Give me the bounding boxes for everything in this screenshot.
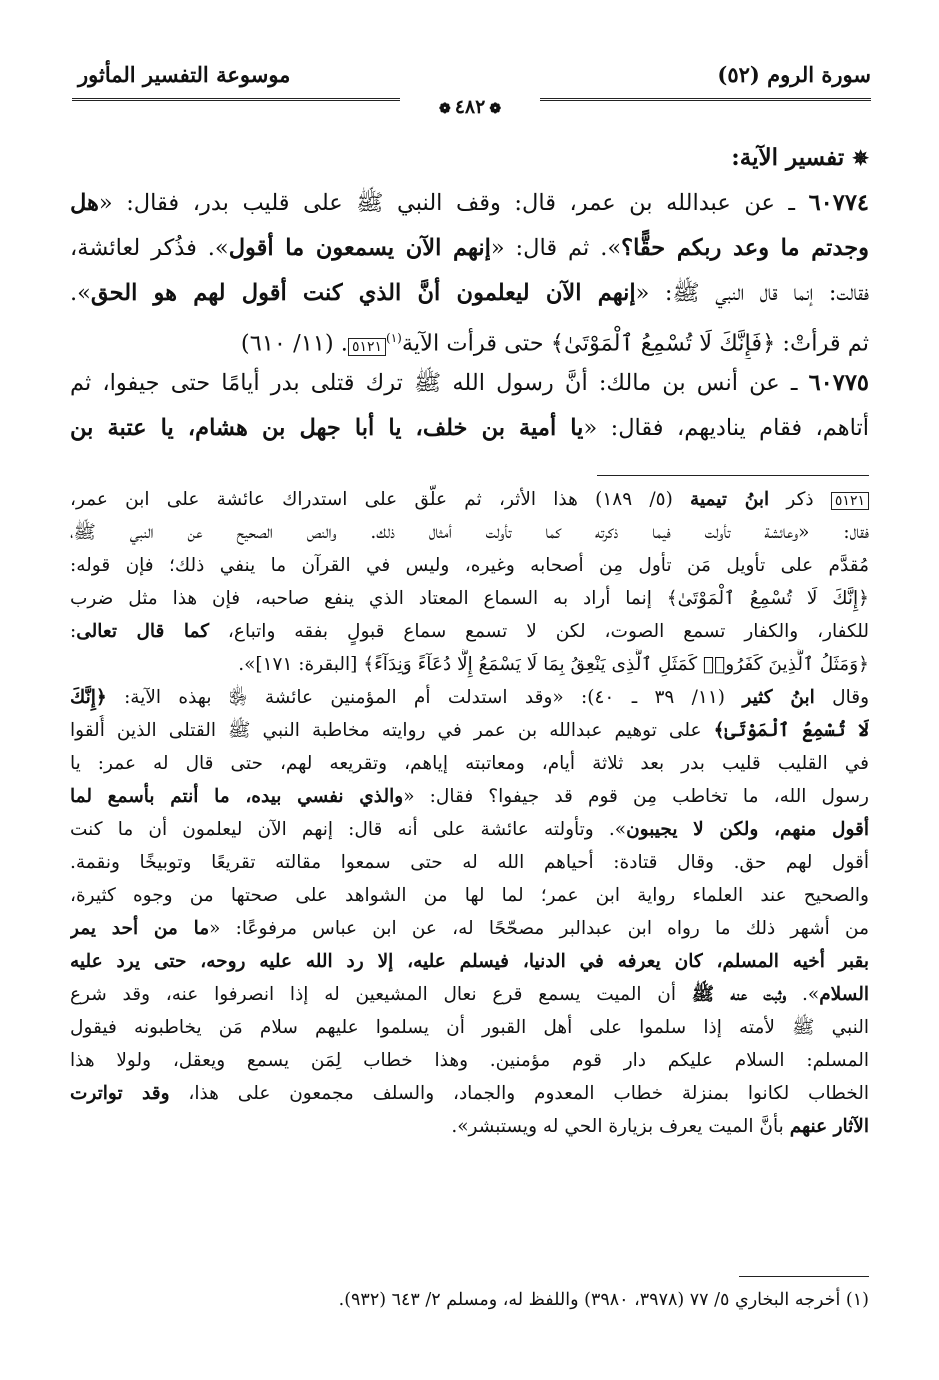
footnote-rule [739,1276,869,1277]
commentary-line: للكفار، والكفار تسمع الصوت، لكن لا تسمع سماع قبولٍ بفقه واتباع، كما قال تعالى: [70,621,869,642]
section-heading [731,144,869,171]
ornament-icon: ❁ [489,101,502,117]
main-text-line: وجدتم ما وعد ربكم حقًّا؟». ثم قال: «إنهم الآن يسمعون ما أقول». فذُكر لعائشة، [70,235,869,261]
main-text-line: ٦٠٧٧٥ ـ عن أنس بن مالك: أنَّ رسول الله ﷺ ترك قتلى بدر أيامًا حتى جيفوا، ثم [70,370,869,396]
commentary-line: وقال ابنُ كثير (١١/ ٣٩ ـ ٤٠): «وقد استدلت أم المؤمنين عائشة ﵂ بهذه الآية: ﴿إِنَّكَ [70,687,869,708]
page-number [400,96,540,118]
main-text-line: ثم قرأتْ: ﴿فَإِنَّكَ لَا تُسْمِعُ ٱلْمَوْتَىٰ﴾ حتى قرأت الآية$^{(١)}$٥١٢١. (١١/ ٦١٠) [240,330,869,357]
commentary-rule [597,475,869,476]
commentary-line: من أشهر ذلك ما رواه ابن عبدالبر مصحّحًا له، عن ابن عباس مرفوعًا: «ما من أحد يمر [70,918,869,939]
commentary-line: أقول منهم، ولكن لا يجيبون». وتأولته عائشة على أنه قال: إنهم الآن ليعلمون أن ما كنت [70,819,869,840]
star-icon: ✵ [852,146,869,170]
footnote: (١) أخرجه البخاري ٥/ ٧٧ (٣٩٧٨، ٣٩٨٠) واللفظ له، ومسلم ٢/ ٦٤٣ (٩٣٢). [338,1290,869,1310]
section-heading-text: تفسير الآية: [731,144,845,171]
commentary-line: مُقدَّم على تأويل مَن تأول مِن أصحابه وغيره، وليس في القرآن ما ينفي ذلك؛ فإن قوله: [70,555,869,576]
commentary-line: بقبر أخيه المسلم، كان يعرفه في الدنيا، فيسلم عليه، إلا رد الله عليه روحه، حتى يرد عليه [70,951,869,972]
commentary-line: ﴿وَمَثَلُ ٱلَّذِينَ كَفَرُوا۟ كَمَثَلِ ٱلَّذِى يَنْعِقُ بِمَا لَا يَسْمَعُ إِلَّا دُعَآءً وَنِدَآءً﴾ [البقرة: ١٧١]». [238,654,869,675]
main-text-line: أتاهم، فقام يناديهم، فقال: «يا أمية بن خلف، يا أبا جهل بن هشام، يا عتبة بن [70,415,869,441]
commentary-line: فقال: «وعائشة تأولت فيما ذكرته كما تأولت أمثال ذلك. والنص الصحيح عن النبي ﷺ، [70,522,869,543]
commentary-line: أقول لهم حق. وقال قتادة: أحياهم الله له حتى سمعوا مقالته تقريعًا وتوبيخًا ونقمة. [70,852,869,873]
running-head-book-title: موسوعة التفسير المأثور [78,62,291,87]
running-head-surah: سورة الروم (٥٢) [717,62,871,87]
main-text-line: ٦٠٧٧٤ ـ عن عبدالله بن عمر، قال: وقف النبي ﷺ على قليب بدر، فقال: «هل [70,190,869,216]
commentary-line: رسول الله، ما تخاطب مِن قوم قد جيفوا؟ فقال: «والذي نفسي بيده، ما أنتم بأسمع لما [70,786,869,807]
ornament-icon: ❁ [438,101,451,117]
commentary-line: النبي ﷺ لأمته إذا سلموا على أهل القبور أن يسلموا عليهم سلام مَن يخاطبونه فيقول [70,1017,869,1038]
commentary-line: والصحيح عند العلماء رواية ابن عمر؛ لما لها من الشواهد على صحتها من وجوه كثيرة، [70,885,869,906]
commentary-line: لَا تُسْمِعُ ٱلْمَوْتَىٰ﴾ على توهيم عبدالله بن عمر في روايته مخاطبة النبي ﷺ القتلى الذين أُلقوا [70,720,869,741]
commentary-line: المسلم: السلام عليكم دار قوم مؤمنين. وهذا خطاب لِمَن يسمع ويعقل، ولولا هذا [70,1050,869,1071]
commentary-line: الخطاب لكانوا بمنزلة خطاب المعدوم والجماد، والسلف مجمعون على هذا، وقد تواترت [70,1083,869,1104]
commentary-line: السلام». وثبت عنه ﷺ أن الميت يسمع قرع نعال المشيعين له إذا انصرفوا عنه، وقد شرع [70,984,869,1005]
commentary-line: ﴿إِنَّكَ لَا تُسْمِعُ ٱلْمَوْتَىٰ﴾ إنما أراد به السماع المعتاد الذي ينفع صاحبه، فإن هذا مثل ضرب [70,588,869,609]
main-text-line: فقالت: إنما قال النبي ﷺ: «إنهم الآن ليعلمون أنَّ الذي كنت أقول لهم هو الحق». [70,280,869,306]
commentary-line: في القليب قليب بدر بعد ثلاثة أيام، ومعاتبته إياهم، وتقريعه لهم، حتى قال له عمر: يا [70,753,869,774]
commentary-line: الآثار عنهم بأنَّ الميت يعرف بزيارة الحي له ويستبشر». [451,1116,869,1137]
commentary-line: ٥١٢١ ذكر ابنُ تيمية (٥/ ١٨٩) هذا الأثر، ثم علّق على استدراك عائشة على ابن عمر، [70,484,869,515]
page-number-text: ٤٨٢ [454,96,486,118]
